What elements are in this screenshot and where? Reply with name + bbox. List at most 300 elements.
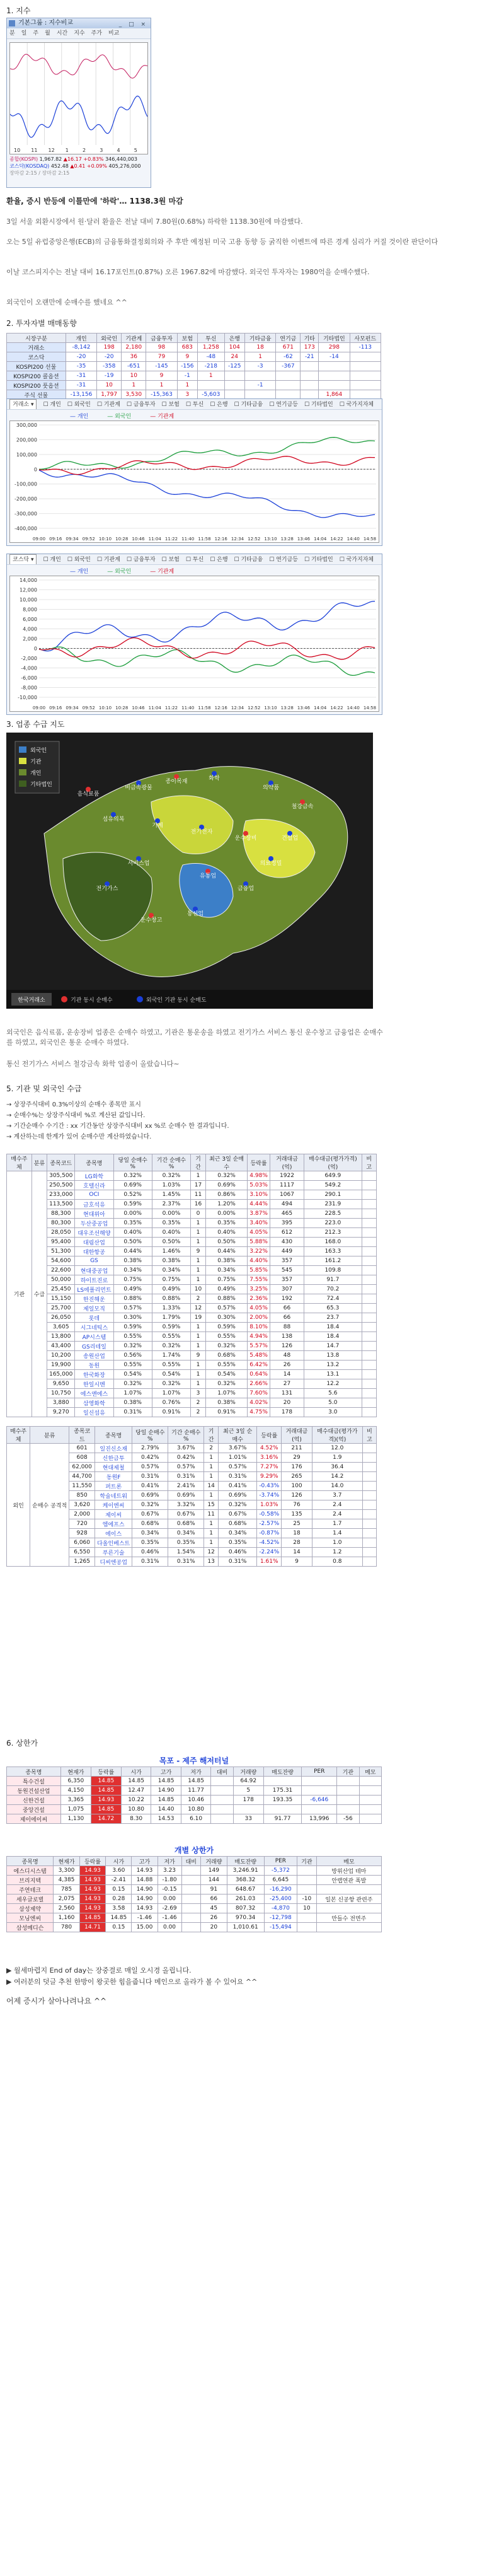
table-cell[interactable]: LG화학	[75, 1171, 113, 1181]
table-row	[7, 381, 381, 390]
investor-header: 기관계	[122, 334, 146, 343]
table-cell: 1.46%	[152, 1247, 190, 1256]
y-tick-label: 4,000	[23, 626, 37, 632]
flow-header: 종목코드	[47, 1154, 75, 1171]
kosdaq-flow-tab-0[interactable]: ☐ 개인	[43, 557, 61, 563]
table-cell: 1	[191, 1266, 206, 1275]
kosdaq-flow-tab-9[interactable]: ☐ 기타법인	[304, 557, 333, 563]
map-legend-swatch	[19, 769, 26, 775]
table-cell[interactable]: 에이스	[95, 1529, 132, 1538]
table-cell: 1	[191, 1219, 206, 1228]
table-cell: 14.93	[79, 1904, 106, 1913]
table-cell: 1.01%	[219, 1453, 257, 1463]
kospi-flow-tab-10[interactable]: ☐ 국가지자체	[339, 402, 374, 408]
table-cell: -125	[224, 362, 244, 371]
table-cell: 1	[204, 1519, 219, 1529]
foreign-table	[6, 1426, 377, 1567]
table-cell	[297, 1913, 317, 1923]
table-cell: 0.41%	[132, 1482, 168, 1491]
flow-header: 기간 순매수 %	[152, 1154, 190, 1171]
table-cell: 0.59%	[113, 1200, 152, 1209]
table-cell: 0.55%	[113, 1332, 152, 1342]
kosdaq-flow-tab-1[interactable]: ☐ 외국인	[67, 557, 91, 563]
table-cell	[224, 381, 244, 390]
table-cell: 0.42%	[132, 1453, 168, 1463]
kospi-flow-tab-0[interactable]: ☐ 개인	[43, 402, 61, 408]
kosdaq-flow-foreign-line	[39, 647, 375, 675]
table-cell: 65.3	[304, 1304, 362, 1313]
flow-subject: 외인	[7, 1444, 30, 1567]
table-cell: 720	[69, 1519, 95, 1529]
y-tick-label: -2,000	[21, 656, 37, 661]
memo-cell	[362, 1519, 376, 1529]
table-row	[7, 1247, 377, 1256]
memo-cell	[362, 1370, 376, 1379]
kospi-flow-tab-4[interactable]: ☐ 보험	[161, 402, 180, 408]
x-tick-label: 11:40	[181, 705, 195, 711]
table-cell: 2.4	[312, 1510, 362, 1519]
index-toolbar-btn-1[interactable]: 일	[21, 30, 27, 37]
table-cell: 1,797	[97, 390, 122, 400]
table-cell: 10	[191, 1285, 206, 1294]
table-cell[interactable]: 케이엔씨	[95, 1500, 132, 1510]
table-cell[interactable]: 신한건설	[7, 1796, 61, 1805]
table-cell[interactable]: 퍼트론	[95, 1482, 132, 1491]
table-cell: 1.9	[312, 1453, 362, 1463]
table-cell[interactable]: 송원산업	[75, 1351, 113, 1361]
kospi-flow-tab-8[interactable]: ☐ 연기금등	[269, 402, 298, 408]
section-3-title: 3. 업종 수급 지도	[6, 720, 65, 729]
table-cell: 15.00	[132, 1923, 158, 1932]
kosdaq-flow-tab-8[interactable]: ☐ 연기금등	[269, 557, 298, 563]
table-cell[interactable]: 세우글로벌	[7, 1894, 54, 1904]
table-cell: 0.57%	[219, 1463, 257, 1472]
table-cell: 3.32%	[168, 1500, 204, 1510]
table-cell: 608	[69, 1453, 95, 1463]
flow-header: 종목코드	[69, 1427, 95, 1444]
table-cell: 14.90	[132, 1885, 158, 1894]
table-row	[7, 1885, 382, 1894]
table-cell	[337, 1777, 359, 1786]
table-cell: 138	[270, 1332, 304, 1342]
map-region-label: 화학	[209, 775, 220, 782]
table-cell: 14.7	[304, 1342, 362, 1351]
table-cell: -16,290	[264, 1885, 297, 1894]
table-cell: 1,075	[60, 1805, 91, 1814]
table-cell: 15	[204, 1500, 219, 1510]
table-cell: 3.67%	[168, 1444, 204, 1453]
table-cell: 9	[191, 1247, 206, 1256]
index-toolbar-btn-6[interactable]: 주가	[91, 30, 102, 37]
table-cell[interactable]: 일신섬유	[75, 1408, 113, 1417]
table-cell: -2.41	[106, 1876, 132, 1885]
table-cell[interactable]: 중앙건설	[7, 1805, 61, 1814]
table-cell: 165,000	[47, 1370, 75, 1379]
table-cell: -14	[319, 352, 350, 362]
table-cell[interactable]: 제일모직	[75, 1304, 113, 1313]
table-cell: -145	[146, 362, 177, 371]
table-cell: 9,270	[47, 1408, 75, 1417]
table-cell[interactable]: 현대중공업	[75, 1266, 113, 1275]
table-cell: 14.88	[132, 1876, 158, 1885]
kosdaq-flow-market-select[interactable]: 코스닥 ▾	[9, 554, 37, 565]
table-cell[interactable]: 제이에이씨	[7, 1814, 61, 1824]
kosdaq-flow-tab-6[interactable]: ☐ 은행	[210, 557, 228, 563]
table-cell[interactable]: 대림산업	[75, 1238, 113, 1247]
upper-header: 시가	[106, 1857, 132, 1866]
index-toolbar-btn-7[interactable]: 비교	[108, 30, 120, 37]
table-cell[interactable]: 삼성제약	[7, 1904, 54, 1913]
index-chart-window	[6, 18, 151, 188]
table-cell[interactable]: 시그네틱스	[75, 1323, 113, 1332]
table-cell: -31	[66, 371, 96, 381]
table-cell: 0.49%	[152, 1285, 190, 1294]
x-tick-label: 09:52	[82, 705, 95, 711]
table-cell: 785	[54, 1885, 80, 1894]
memo-cell	[362, 1256, 376, 1266]
table-row	[7, 1256, 377, 1266]
table-cell: 1	[191, 1256, 206, 1266]
table-cell: 18	[282, 1529, 312, 1538]
table-cell: 13.2	[304, 1361, 362, 1370]
table-cell: 14.72	[91, 1814, 121, 1824]
investor-header: 시장구분	[7, 334, 66, 343]
table-cell[interactable]: 동원F	[95, 1472, 132, 1482]
news-paragraph-1: 3일 서울 외환시장에서 원·달러 환율은 전날 대비 7.80원(0.68%) 하락한 1138.30원에 마감했다.	[6, 218, 303, 226]
table-cell: 176	[282, 1463, 312, 1472]
table-cell: 104	[224, 343, 244, 352]
table-cell[interactable]: 금호석유	[75, 1200, 113, 1209]
map-footer-marker-red	[61, 996, 67, 1002]
table-cell: 0.00%	[205, 1209, 247, 1219]
y-tick-label: 200,000	[16, 437, 37, 443]
table-cell[interactable]: OCI	[75, 1190, 113, 1200]
table-cell[interactable]: AP시스템	[75, 1332, 113, 1342]
table-cell: -4,870	[264, 1904, 297, 1913]
table-cell: 0.35%	[132, 1538, 168, 1548]
kosdaq-flow-tab-2[interactable]: ☐ 기관계	[96, 557, 120, 563]
table-cell: 1.07%	[152, 1389, 190, 1398]
table-cell: 48	[270, 1351, 304, 1361]
table-cell: 395	[270, 1219, 304, 1228]
table-cell[interactable]: 브리지텍	[7, 1876, 54, 1885]
news-paragraph-2: 오는 5일 유럽중앙은행(ECB)의 금융통화결정회의와 주 후반 예정된 미국 고용 동향 등 굵직한 이벤트에 따른 경계 심리가 커질 것이란 판단이다	[6, 238, 438, 246]
table-cell: 76	[282, 1500, 312, 1510]
section-1-title: 1. 지수	[6, 6, 31, 15]
table-cell[interactable]: 한진해운	[75, 1294, 113, 1304]
flow-header: 종목명	[95, 1427, 132, 1444]
investor-header: 연기금	[276, 334, 301, 343]
table-cell: -20	[97, 352, 122, 362]
table-cell: 98	[146, 343, 177, 352]
upper-header: 등락률	[79, 1857, 106, 1866]
upper2-table	[6, 1856, 382, 1932]
table-cell: 0.38%	[152, 1256, 190, 1266]
table-cell[interactable]: 대우조선해양	[75, 1228, 113, 1238]
map-region-label: 의료정밀	[260, 861, 282, 867]
window-controls[interactable]: _ □ ×	[118, 21, 148, 28]
kosdaq-flow-tab-4[interactable]: ☐ 보험	[161, 557, 180, 563]
table-cell: 66	[270, 1304, 304, 1313]
table-cell: 0.00	[158, 1894, 181, 1904]
map-region-label: 비금속광물	[125, 785, 152, 791]
upper-header: 메모	[316, 1857, 381, 1866]
table-cell: 0.30%	[113, 1313, 152, 1323]
table-cell: 3,300	[54, 1866, 80, 1876]
map-legend-label: 기관	[30, 759, 42, 765]
table-cell: 14.85	[181, 1777, 211, 1786]
memo-cell	[362, 1379, 376, 1389]
table-cell: 0.54%	[205, 1370, 247, 1379]
table-cell[interactable]: 일진신소재	[95, 1444, 132, 1453]
table-cell: 2	[191, 1398, 206, 1408]
table-cell: 2.66%	[248, 1379, 270, 1389]
x-tick-label: 14:22	[330, 705, 343, 711]
table-cell[interactable]: 제이씨	[95, 1510, 132, 1519]
table-cell[interactable]: 하이트진로	[75, 1275, 113, 1285]
table-cell[interactable]: 모닝엔씨	[7, 1913, 54, 1923]
table-cell: 4.44%	[248, 1200, 270, 1209]
table-cell[interactable]: 엠에프스	[95, 1519, 132, 1529]
table-cell[interactable]: 한일시멘	[75, 1379, 113, 1389]
table-cell: 79	[146, 352, 177, 362]
index-toolbar-btn-2[interactable]: 주	[33, 30, 39, 37]
table-cell: 코스닥	[7, 352, 66, 362]
table-cell: -1.46	[132, 1913, 158, 1923]
map-footer-note-1: 기관 동시 순매수	[71, 997, 113, 1004]
table-cell: 안랩연관 폭발	[316, 1876, 381, 1885]
table-cell: 0.31%	[168, 1557, 204, 1567]
kospi-flow-tab-3[interactable]: ☐ 금융투자	[126, 402, 156, 408]
table-cell	[181, 1923, 201, 1932]
table-cell: 1	[191, 1228, 206, 1238]
table-cell[interactable]: 푸른기술	[95, 1548, 132, 1557]
kospi-flow-tab-6[interactable]: ☐ 은행	[210, 402, 228, 408]
flow-header: 매수주체	[7, 1154, 32, 1171]
table-cell: 0.75%	[113, 1275, 152, 1285]
investor-header: 기타법인	[319, 334, 350, 343]
index-toolbar-btn-0[interactable]: 분	[9, 30, 15, 37]
table-cell: 14.85	[91, 1805, 121, 1814]
table-cell: KOSPI200 선물	[7, 362, 66, 371]
kospi-flow-tab-1[interactable]: ☐ 외국인	[67, 402, 91, 408]
map-region-label: 전기전자	[190, 829, 213, 835]
table-cell[interactable]: 학술네트워	[95, 1491, 132, 1500]
index-toolbar-btn-4[interactable]: 시간	[56, 30, 68, 37]
table-cell: 250,500	[47, 1181, 75, 1190]
x-tick-label: 12:52	[248, 705, 261, 711]
index-toolbar-btn-5[interactable]: 지수	[74, 30, 85, 37]
table-row	[7, 1796, 382, 1805]
kospi-flow-tabs[interactable]	[7, 399, 382, 410]
table-cell: 0.32%	[113, 1171, 152, 1181]
table-cell	[319, 381, 350, 390]
table-cell[interactable]: 주연테크	[7, 1885, 54, 1894]
x-tick-label: 12:34	[231, 705, 244, 711]
table-cell: -367	[276, 362, 301, 371]
table-cell[interactable]: 대한항공	[75, 1247, 113, 1256]
table-cell: 1.7	[312, 1519, 362, 1529]
table-cell: 1	[146, 381, 177, 390]
kosdaq-flow-tab-5[interactable]: ☐ 투신	[185, 557, 204, 563]
table-cell[interactable]: 신한금투	[95, 1453, 132, 1463]
table-cell: 649.9	[304, 1171, 362, 1181]
table-cell: 3,605	[47, 1323, 75, 1332]
sector-map	[6, 733, 373, 1009]
upper-header: 메모	[359, 1767, 381, 1777]
table-cell: 0.54%	[113, 1370, 152, 1379]
flow-header: 기간	[191, 1154, 206, 1171]
table-cell: 0.55%	[205, 1361, 247, 1370]
table-cell: 14.90	[132, 1894, 158, 1904]
table-cell[interactable]: 디씨엔공업	[95, 1557, 132, 1567]
table-row	[7, 1209, 377, 1219]
table-cell: 0.31%	[219, 1557, 257, 1567]
y-tick-label: -200,000	[14, 496, 37, 502]
table-cell: 24	[224, 352, 244, 362]
table-cell[interactable]: 한국화장	[75, 1370, 113, 1379]
x-tick-label: 12:52	[248, 537, 261, 542]
table-cell	[359, 1805, 381, 1814]
table-cell: 20	[201, 1923, 227, 1932]
kosdaq-flow-legend	[70, 567, 193, 575]
x-tick-label: 11:22	[164, 537, 178, 542]
table-cell: 2.37%	[152, 1200, 190, 1209]
table-cell: 36	[122, 352, 146, 362]
table-cell[interactable]: 다올인베스트	[95, 1538, 132, 1548]
table-cell: 1	[177, 381, 197, 390]
table-cell: 0.31%	[132, 1557, 168, 1567]
x-tick-label: 13:46	[297, 537, 311, 542]
upper-header: 종목명	[7, 1767, 61, 1777]
kosdaq-flow-tab-3[interactable]: ☐ 금융투자	[126, 557, 156, 563]
table-cell: 91.77	[263, 1814, 302, 1824]
table-cell: 807.32	[227, 1904, 264, 1913]
table-cell: 1067	[270, 1190, 304, 1200]
x-tick-label: 09:34	[66, 537, 79, 542]
table-cell: 0.88%	[152, 1294, 190, 1304]
memo-cell	[362, 1529, 376, 1538]
table-cell: 357	[270, 1275, 304, 1285]
table-cell: 1.0	[312, 1538, 362, 1548]
table-cell: 14.85	[121, 1777, 151, 1786]
index-chart-toolbar[interactable]	[7, 28, 151, 39]
upper-header: PER	[302, 1767, 337, 1777]
table-cell: KOSPI200 콜옵션	[7, 371, 66, 381]
index-toolbar-btn-3[interactable]: 월	[45, 30, 50, 37]
table-row	[7, 1370, 377, 1379]
table-cell: 11,550	[69, 1482, 95, 1491]
kospi-flow-tab-2[interactable]: ☐ 기관계	[96, 402, 120, 408]
table-cell[interactable]: 두산중공업	[75, 1219, 113, 1228]
kospi-flow-tab-7[interactable]: ☐ 기타금융	[234, 402, 263, 408]
table-cell[interactable]: 동원건설산업	[7, 1786, 61, 1796]
table-cell: 14.90	[151, 1786, 181, 1796]
table-cell: 20	[270, 1398, 304, 1408]
kosdaq-flow-tabs[interactable]	[7, 554, 382, 565]
table-cell: 13	[204, 1557, 219, 1567]
x-tick-label: 11:58	[198, 705, 211, 711]
table-cell[interactable]: LS에폴리먼트	[75, 1285, 113, 1294]
investor-header: 기타금융	[244, 334, 275, 343]
table-cell: 126	[270, 1342, 304, 1351]
table-cell[interactable]: 에스앤에스	[75, 1389, 113, 1398]
table-row	[7, 1200, 377, 1209]
table-cell: 1.74%	[152, 1351, 190, 1361]
map-legend-label: 외국인	[30, 748, 47, 754]
kosdaq-flow-tab-10[interactable]: ☐ 국가지자체	[339, 557, 374, 563]
table-cell[interactable]: 에스디시스템	[7, 1866, 54, 1876]
x-tick-label: 11:58	[198, 537, 211, 542]
table-cell[interactable]: 삼성메디슨	[7, 1923, 54, 1932]
table-cell: -0.58%	[257, 1510, 282, 1519]
table-cell: 10.22	[121, 1796, 151, 1805]
table-cell[interactable]: 특수건설	[7, 1777, 61, 1786]
x-tick-label: 14:40	[347, 537, 360, 542]
table-cell: 19,900	[47, 1361, 75, 1370]
table-cell[interactable]: 현대제철	[95, 1463, 132, 1472]
upper-header: 고가	[151, 1767, 181, 1777]
table-cell: 3.16%	[257, 1453, 282, 1463]
memo-cell	[362, 1190, 376, 1200]
table-cell: 1	[204, 1463, 219, 1472]
table-cell: 0.46%	[219, 1548, 257, 1557]
table-cell: 14	[282, 1548, 312, 1557]
table-cell[interactable]: GS	[75, 1256, 113, 1266]
table-cell: 0.34%	[152, 1266, 190, 1275]
memo-cell	[362, 1351, 376, 1361]
table-cell	[198, 381, 225, 390]
table-cell: 0.31%	[168, 1472, 204, 1482]
table-cell: 8.30	[121, 1814, 151, 1824]
table-row	[7, 1351, 377, 1361]
table-cell: 0.32%	[205, 1342, 247, 1351]
table-cell[interactable]: 현대위아	[75, 1209, 113, 1219]
table-cell: 1.33%	[152, 1304, 190, 1313]
table-cell	[233, 1805, 263, 1814]
table-cell[interactable]: 동원	[75, 1361, 113, 1370]
map-paragraph-1: 외국인은 음식료품, 운송장비 업종은 순매수 하였고, 기관은 통운송을 하였고 전기가스 서비스 통신 운수창고 금융업은 순매수를 하였고, 외국인은 통운 순매수 하였다.	[6, 1028, 383, 1047]
kosdaq-flow-tab-7[interactable]: ☐ 기타금융	[234, 557, 263, 563]
table-cell[interactable]: GS리테일	[75, 1342, 113, 1351]
table-cell[interactable]: 삼영화학	[75, 1398, 113, 1408]
x-tick-label: 14:04	[314, 537, 327, 542]
table-cell: -35	[66, 362, 96, 371]
kospi-flow-tab-5[interactable]: ☐ 투신	[185, 402, 204, 408]
table-cell[interactable]: 호텔신라	[75, 1181, 113, 1190]
table-cell: 9	[282, 1557, 312, 1567]
memo-cell	[362, 1342, 376, 1351]
table-cell: -2.57%	[257, 1519, 282, 1529]
table-cell: 178	[233, 1796, 263, 1805]
table-cell[interactable]: 롯데	[75, 1313, 113, 1323]
table-cell	[337, 1796, 359, 1805]
table-cell: 192	[270, 1294, 304, 1304]
kospi-flow-tab-9[interactable]: ☐ 기타법인	[304, 402, 333, 408]
table-cell	[297, 1923, 317, 1932]
upper-header: 현재가	[54, 1857, 80, 1866]
table-cell: 14.2	[312, 1472, 362, 1482]
footer-line-3: 어제 증시가 살아나려나요 ^^	[6, 1997, 107, 2005]
x-tick-label: 09:16	[49, 705, 62, 711]
table-cell	[211, 1814, 233, 1824]
flow-header: 등락률	[248, 1154, 270, 1171]
table-cell: 9	[191, 1351, 206, 1361]
table-cell: 5.57%	[248, 1342, 270, 1351]
kospi-flow-market-select[interactable]: 거래소 ▾	[9, 399, 37, 410]
x-tick-label: 13:46	[297, 705, 311, 711]
upper-header: 매도잔량	[263, 1767, 302, 1777]
